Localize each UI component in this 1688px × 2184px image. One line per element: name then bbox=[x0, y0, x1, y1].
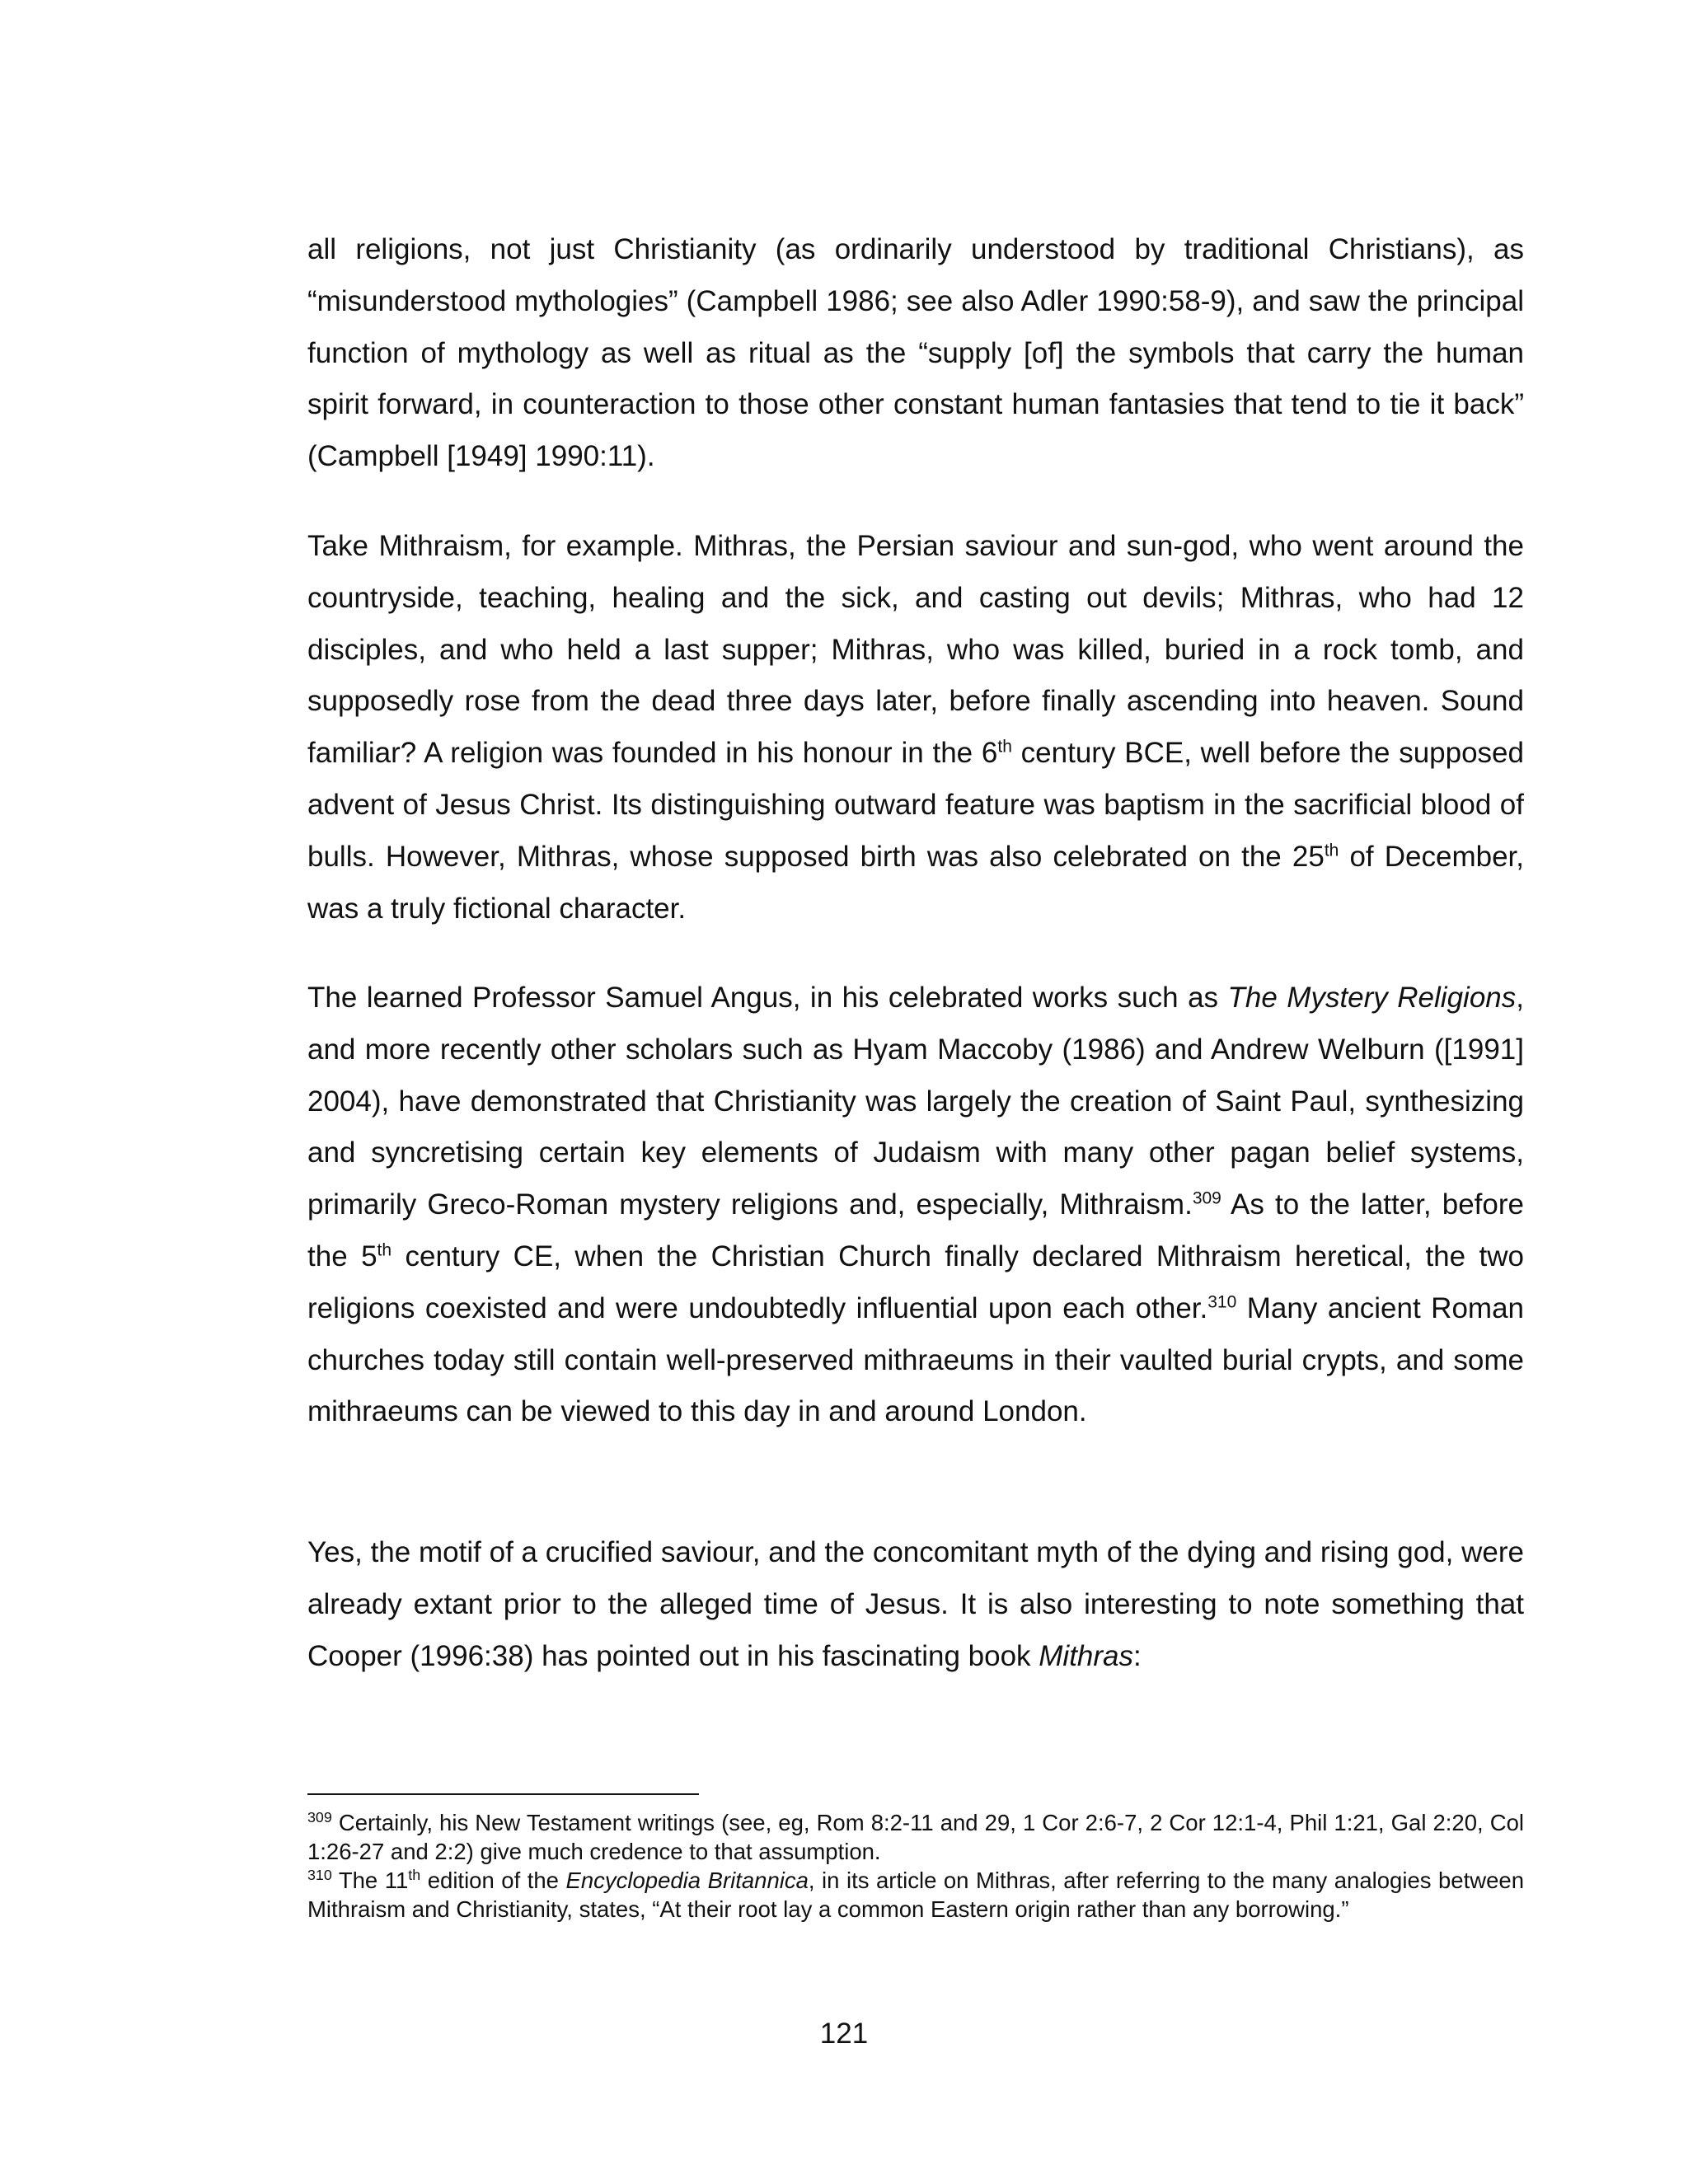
footnote-ref-310[interactable]: 310 bbox=[1207, 1292, 1237, 1312]
footnote-text: Certainly, his New Testament writings (see, eg, Rom 8:2-11 and 29, 1 Cor 2:6-7, 2 Cor 12:1-4, Phil 1:21, Gal 2:20, Col 1:26-27 and 2:2) give much credence to that assumption. bbox=[307, 1810, 1524, 1864]
book-title: Encyclopedia Britannica bbox=[565, 1868, 809, 1893]
footnote-ref-309[interactable]: 309 bbox=[1192, 1188, 1221, 1208]
paragraph-text: : bbox=[1133, 1639, 1142, 1672]
paragraph-text: of December, was a truly fictional character. bbox=[307, 840, 1524, 925]
paragraph-text: all religions, not just Christianity (as ordinarily understood by traditional Christians), as “misunderstood mythologies” (Campbell 1986; see also Adler 1990:58-9), and saw the principal function of mythology as well as ritual as the “supply [of] the symbols that carry the human spirit forward, in counteraction to those other constant human fantasies that tend to tie it back” (Campbell [1949] 1990:11). bbox=[307, 233, 1524, 473]
paragraph-text: Take Mithraism, for example. Mithras, the Persian saviour and sun-god, who went around the countryside, teaching, healing and the sick, and casting out devils; Mithras, who had 12 disciples, and who held a last supper; Mithras, who was killed, buried in a rock tomb, and supposedly rose from the dead three days later, before finally ascending into heaven. Sound familiar? A religion was founded in his honour in the 6 bbox=[307, 530, 1524, 770]
ordinal-suffix: th bbox=[408, 1866, 421, 1883]
ordinal-suffix: th bbox=[1324, 841, 1339, 860]
footnote-text: The 11 bbox=[331, 1868, 409, 1893]
paragraph-text: century CE, when the Christian Church finally declared Mithraism heretical, the two religions coexisted and were undoubtedly influential upon each other. bbox=[307, 1240, 1524, 1324]
ordinal-suffix: th bbox=[997, 737, 1012, 757]
paragraph-text: As to the latter, before the 5 bbox=[307, 1188, 1524, 1272]
book-title: The Mystery Religions bbox=[1227, 982, 1517, 1014]
footnote-309 bbox=[307, 1808, 1524, 1866]
paragraph-text: , and more recently other scholars such as Hyam Maccoby (1986) and Andrew Welburn ([1991] 2004), have demonstrated that Christianity was largely the creation of Saint Paul, synthesizing and syncretising certain key elements of Judaism with many other pagan belief systems, primarily Greco-Roman mystery religions and, especially, Mithraism. bbox=[307, 982, 1524, 1221]
footnote-text: , in its article on Mithras, after referring to the many analogies between Mithraism and Christianity, states, “At their root lay a common Eastern origin rather than any borrowing.” bbox=[307, 1868, 1524, 1922]
footnote-separator bbox=[307, 1793, 699, 1795]
ordinal-suffix: th bbox=[377, 1240, 392, 1260]
paragraph-1 bbox=[307, 224, 1524, 483]
paragraph-2 bbox=[307, 521, 1524, 935]
footnote-310 bbox=[307, 1866, 1524, 1924]
footnote-number: 309 bbox=[307, 1808, 332, 1825]
paragraph-3 bbox=[307, 972, 1524, 1438]
paragraph-4 bbox=[307, 1527, 1524, 1682]
footnote-number: 310 bbox=[307, 1866, 332, 1883]
paragraph-text: Many ancient Roman churches today still contain well-preserved mithraeums in their vaulted burial crypts, and some mithraeums can be viewed to this day in and around London. bbox=[307, 1291, 1524, 1428]
page-number: 121 bbox=[819, 2018, 869, 2050]
paragraph-text: century BCE, well before the supposed advent of Jesus Christ. Its distinguishing outward feature was baptism in the sacrificial blood of bulls. However, Mithras, whose supposed birth was also celebrated on the 25 bbox=[307, 737, 1524, 873]
paragraph-text: Yes, the motif of a crucified saviour, and the concomitant myth of the dying and rising god, were already extant prior to the alleged time of Jesus. It is also interesting to note something that Cooper (1996:38) has pointed out in his fascinating book bbox=[307, 1536, 1524, 1672]
paragraph-text: The learned Professor Samuel Angus, in his celebrated works such as bbox=[307, 982, 1228, 1014]
footnote-text: edition of the bbox=[420, 1868, 566, 1893]
footnotes bbox=[307, 1808, 1524, 1924]
book-title: Mithras bbox=[1039, 1639, 1134, 1672]
